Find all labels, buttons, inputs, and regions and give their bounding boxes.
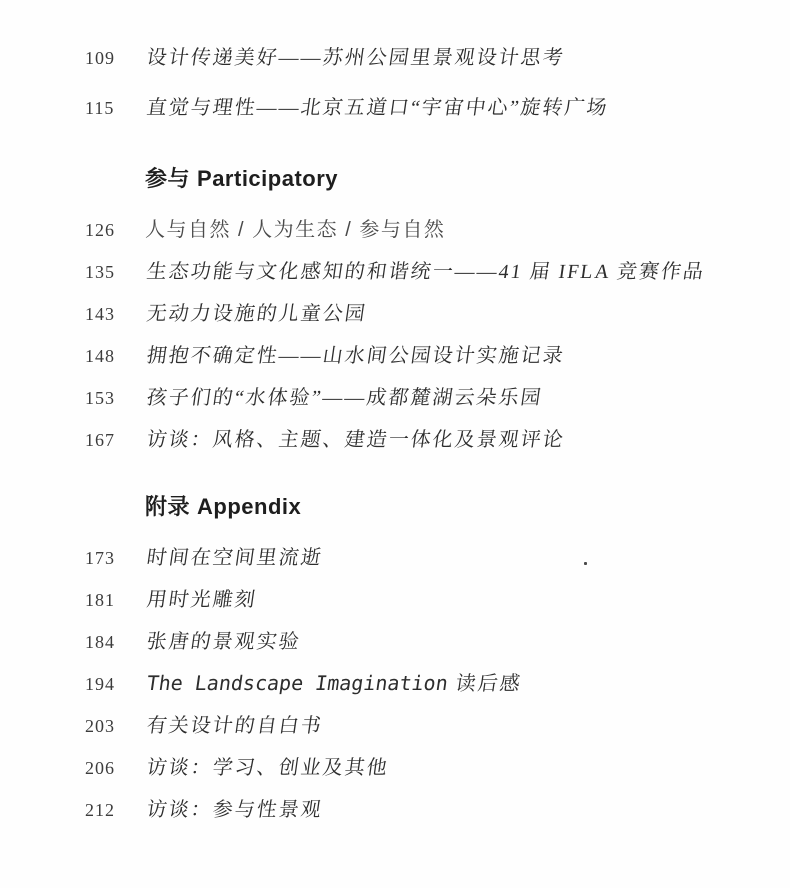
page-number: 181 — [85, 590, 115, 610]
page-number: 148 — [85, 346, 115, 366]
section-header-en: Appendix — [197, 494, 302, 519]
page-number: 135 — [85, 262, 115, 282]
entry-title: 时间在空间里流逝 — [145, 547, 325, 569]
entry-title-chinese: 读后感 — [454, 673, 524, 695]
toc-entry — [85, 706, 745, 748]
toc-entry — [85, 748, 745, 790]
entry-title: 访谈：学习、创业及其他 — [145, 757, 391, 779]
section-header-appendix — [145, 492, 745, 522]
toc-entry — [85, 252, 745, 294]
page-number: 194 — [85, 674, 115, 694]
entry-title-english: The Landscape Imagination — [145, 671, 450, 695]
section-header-en: Participatory — [197, 166, 339, 191]
toc-entry — [85, 38, 745, 88]
page-number: 203 — [85, 716, 115, 736]
toc-entry — [85, 790, 745, 832]
page-number: 212 — [85, 800, 115, 820]
page-number: 173 — [85, 548, 115, 568]
toc-section-participatory — [85, 164, 745, 462]
toc-section-appendix — [85, 492, 745, 832]
page-number: 167 — [85, 430, 115, 450]
toc-entry — [85, 420, 745, 462]
toc-entry — [85, 294, 745, 336]
scan-speck-artifact — [584, 562, 587, 565]
entry-title: 生态功能与文化感知的和谐统一——41 届 IFLA 竞赛作品 — [145, 261, 707, 283]
entry-title: 用时光雕刻 — [145, 589, 259, 611]
page-number: 115 — [85, 98, 115, 118]
table-of-contents — [85, 38, 745, 832]
entry-title: 无动力设施的儿童公园 — [145, 303, 369, 325]
toc-entry — [85, 580, 745, 622]
entry-title: 直觉与理性——北京五道口“宇宙中心”旋转广场 — [145, 97, 610, 119]
page-number: 143 — [85, 304, 115, 324]
entry-title: 拥抱不确定性——山水间公园设计实施记录 — [145, 345, 567, 367]
toc-entry — [85, 336, 745, 378]
entry-title: 孩子们的“水体验”——成都麓湖云朵乐园 — [145, 387, 544, 409]
toc-entry — [85, 378, 745, 420]
section-header-zh: 附录 — [145, 494, 191, 519]
section-header-participatory — [145, 164, 745, 194]
toc-entry — [85, 538, 745, 580]
entry-title: 访谈：参与性景观 — [145, 799, 325, 821]
toc-section-unnamed — [85, 38, 745, 138]
section-header-zh: 参与 — [145, 166, 191, 191]
entry-title: 访谈：风格、主题、建造一体化及景观评论 — [145, 429, 567, 451]
page-number: 153 — [85, 388, 115, 408]
toc-entry — [85, 664, 745, 706]
entry-title: 人与自然 / 人为生态 / 参与自然 — [145, 219, 446, 241]
entry-title: 设计传递美好——苏州公园里景观设计思考 — [145, 47, 567, 69]
entry-title: 张唐的景观实验 — [145, 631, 303, 653]
toc-entry — [85, 622, 745, 664]
page-number: 126 — [85, 220, 115, 240]
page-number: 184 — [85, 632, 115, 652]
page-number: 206 — [85, 758, 115, 778]
entry-title-mixed — [145, 667, 524, 696]
toc-entry — [85, 88, 745, 138]
toc-entry — [85, 210, 745, 252]
entry-title: 有关设计的自白书 — [145, 715, 325, 737]
page-number: 109 — [85, 48, 115, 68]
